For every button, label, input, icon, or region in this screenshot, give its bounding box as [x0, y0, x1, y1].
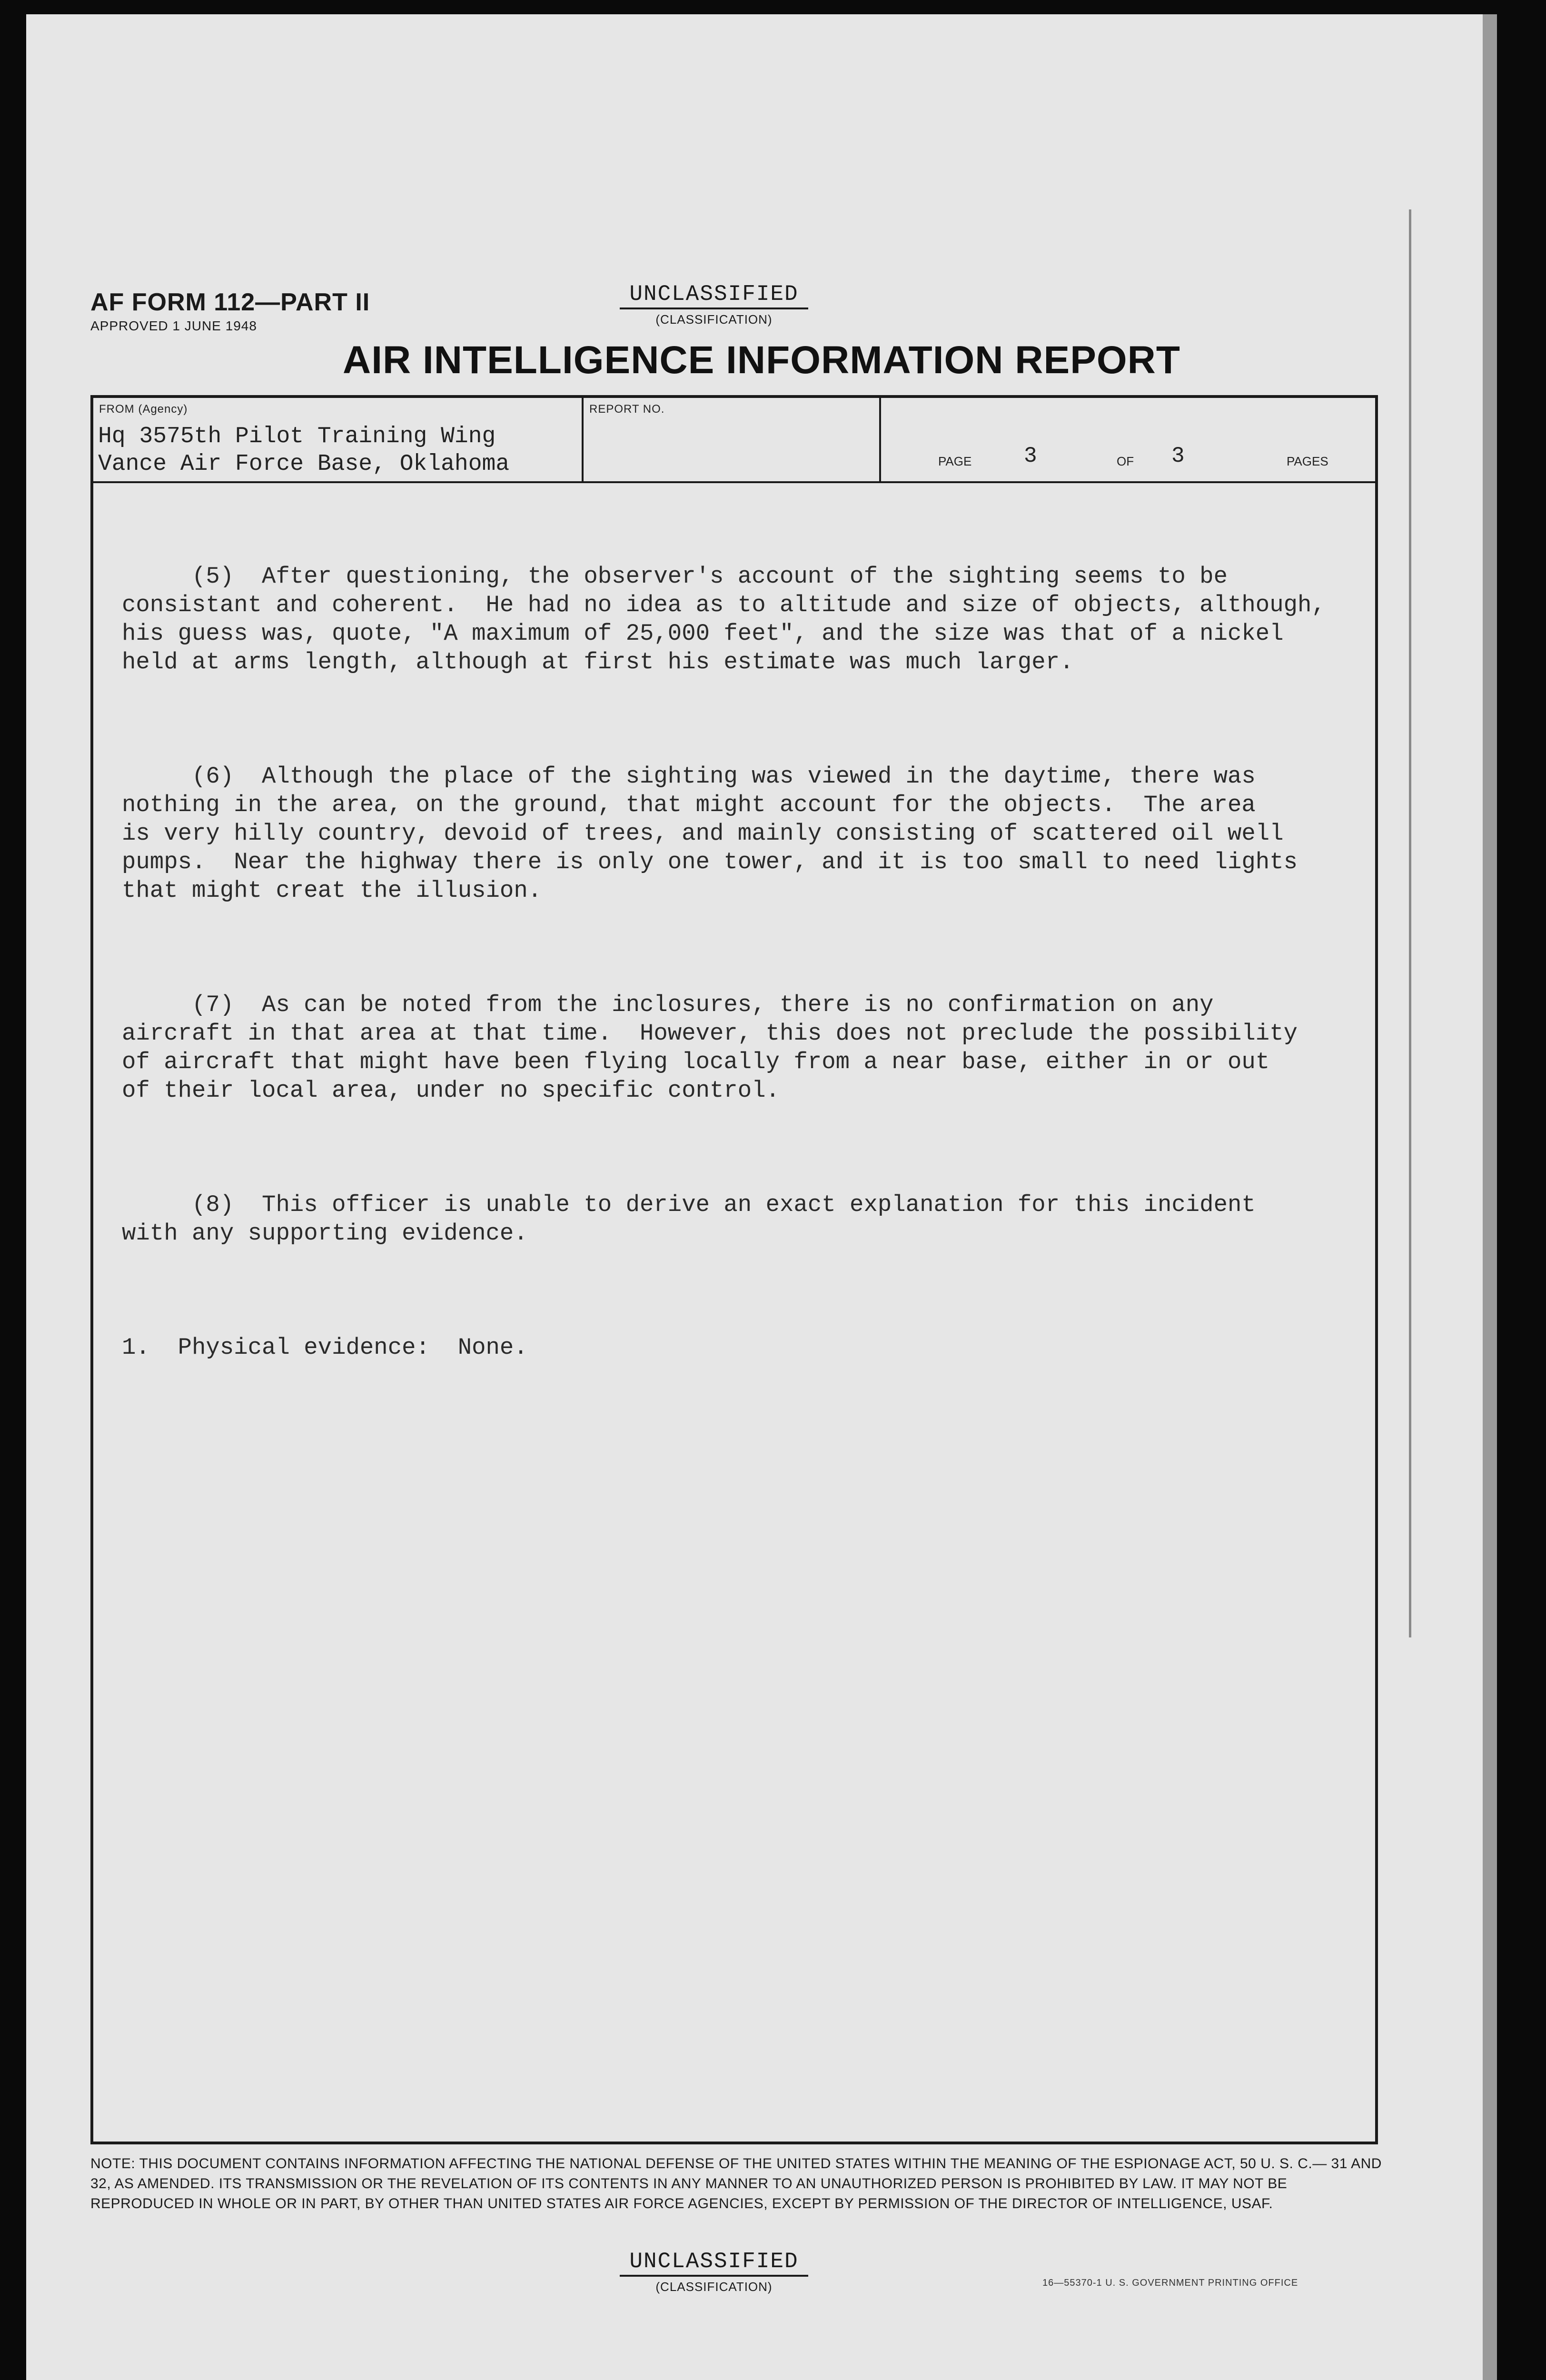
pages-label: PAGES: [1287, 454, 1328, 468]
report-no-label: REPORT NO.: [589, 403, 665, 416]
report-title: AIR INTELLIGENCE INFORMATION REPORT: [342, 338, 1180, 382]
form-identifier: [90, 288, 370, 334]
classification-top: [571, 282, 857, 327]
classification-bottom: [571, 2249, 857, 2294]
classification-value: UNCLASSIFIED: [620, 2249, 808, 2277]
scan-margin-line: [1409, 209, 1411, 1637]
item-1-physical-evidence: 1. Physical evidence: None.: [122, 1334, 528, 1361]
from-agency-text: [98, 423, 509, 478]
form-approval-date: APPROVED 1 JUNE 1948: [90, 318, 257, 333]
report-form-frame: [90, 395, 1378, 2144]
legal-notice: NOTE: THIS DOCUMENT CONTAINS INFORMATION AFFECTING THE NATIONAL DEFENSE OF THE UNITED STATES WITHIN THE MEANING OF THE ESPIONAGE ACT, 50 U. S. C.— 31 AND 32, AS AMENDED. ITS TRANSMISSION OR THE REVELATION OF ITS CONTENTS IN ANY MANNER TO AN UNAUTHORIZED PERSON IS PROHIBITED BY LAW. IT MAY NOT BE REPRODUCED IN WHOLE OR IN PART, BY OTHER THAN UNITED STATES AIR FORCE AGENCIES, EXCEPT BY PERMISSION OF THE DIRECTOR OF INTELLIGENCE, USAF.: [90, 2156, 1382, 2211]
report-header-row: [93, 398, 1375, 483]
printer-imprint: 16—55370-1 U. S. GOVERNMENT PRINTING OFFICE: [1042, 2278, 1298, 2288]
paragraph-5: (5) After questioning, the observer's account of the sighting seems to be consistant and coherent. He had no idea as to altitude and size of objects, although, his guess was, quote, "A maximum of 25,000 feet", and the size was that of a nickel held at arms length, although at first his estimate was much larger.: [122, 563, 1326, 675]
report-body: [122, 505, 1359, 1448]
page-count-cell: [881, 398, 1376, 481]
from-label: FROM (Agency): [99, 403, 188, 416]
paragraph-7: (7) As can be noted from the inclosures, there is no confirmation on any aircraft in that area at that time. However, this does not preclude the possibility of aircraft that might have been flying locally from a near base, either in or out of their local area, under no specific control.: [122, 992, 1298, 1104]
page-edge-shadow: [1483, 14, 1497, 2380]
from-agency-cell: [93, 398, 584, 481]
classification-caption: (CLASSIFICATION): [655, 312, 773, 327]
of-label: OF: [1117, 454, 1134, 468]
from-line-2: Vance Air Force Base, Oklahoma: [98, 451, 510, 477]
report-number-cell: [584, 398, 881, 481]
classification-caption: (CLASSIFICATION): [655, 2280, 773, 2294]
from-line-1: Hq 3575th Pilot Training Wing: [98, 424, 496, 449]
paragraph-8: (8) This officer is unable to derive an exact explanation for this incident with any supporting evidence.: [122, 1191, 1256, 1247]
total-pages: 3: [1171, 444, 1185, 468]
page-number: 3: [1024, 444, 1037, 468]
classification-value: UNCLASSIFIED: [620, 282, 808, 309]
page-label: PAGE: [938, 454, 972, 468]
form-number: AF FORM 112—PART II: [90, 288, 370, 316]
paragraph-6: (6) Although the place of the sighting was viewed in the daytime, there was nothing in the area, on the ground, that might account for the objects. The area is very hilly country, devoid of trees, and mainly consisting of scattered oil well pumps. Near the highway there is only one tower, and it is too small to need lights that might creat the illusion.: [122, 763, 1298, 904]
